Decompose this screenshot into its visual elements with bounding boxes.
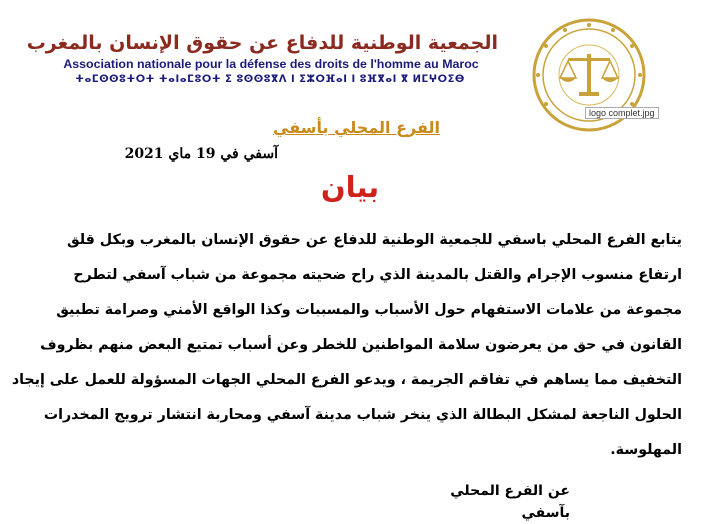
body-line: المهلوسة.	[610, 442, 682, 458]
body-line: التخفيف مما يساهم في تفاقم الجريمة ، ويدعو الفرع المحلي الجهات المسؤولة للعمل على إيجاد	[11, 372, 682, 388]
association-name-french: Association nationale pour la défense des droits de l'homme au Maroc	[63, 57, 479, 71]
signoff-text: عن الفرع المحلي بآسفي	[450, 483, 570, 521]
body-line: ارتفاع منسوب الإجرام والقتل بالمدينة الذي راح ضحيته مجموعة من شباب آسفي لتطرح	[73, 267, 682, 283]
document-title: بيان	[320, 170, 380, 204]
branch-name: الفرع المحلي بأسفي	[273, 118, 440, 137]
association-name-tifinagh: ⵜⴰⵎⵙⵙⵓⵜⵔⵜ ⵜⴰⵏⴰⵎⵓⵔⵜ ⵉ ⵓⵙⵙⵓⴳⴷ ⵏ ⵉⵣⵔⴼⴰⵏ ⵏ ⵓⴼⴳⴰⵏ ⴳ ⵍⵎⵖⵔⵉⴱ	[75, 74, 465, 85]
logo-caption: logo complet.jpg	[585, 107, 659, 119]
association-name-arabic: الجمعية الوطنية للدفاع عن حقوق الإنسان بالمغرب	[26, 32, 498, 54]
statement-body	[11, 228, 682, 473]
body-line: مجموعة من علامات الاستفهام حول الأسباب والمسببات وكذا الواقع الأمني وصرامة تطبيق	[56, 302, 682, 318]
body-line: القانون في حق من يعرضون سلامة المواطنين للخطر وعن أسباب تمتيع البعض منهم بظروف	[40, 337, 682, 353]
document-date: آسفي في 19 ماي 2021	[124, 146, 278, 162]
body-line: الحلول الناجعة لمشكل البطالة الذي ينخر شباب مدينة آسفي ومحاربة انتشار ترويج المخدرات	[43, 407, 682, 423]
body-line: يتابع الفرع المحلي باسفي للجمعية الوطنية للدفاع عن حقوق الإنسان بالمغرب وبكل قلق	[66, 232, 682, 248]
